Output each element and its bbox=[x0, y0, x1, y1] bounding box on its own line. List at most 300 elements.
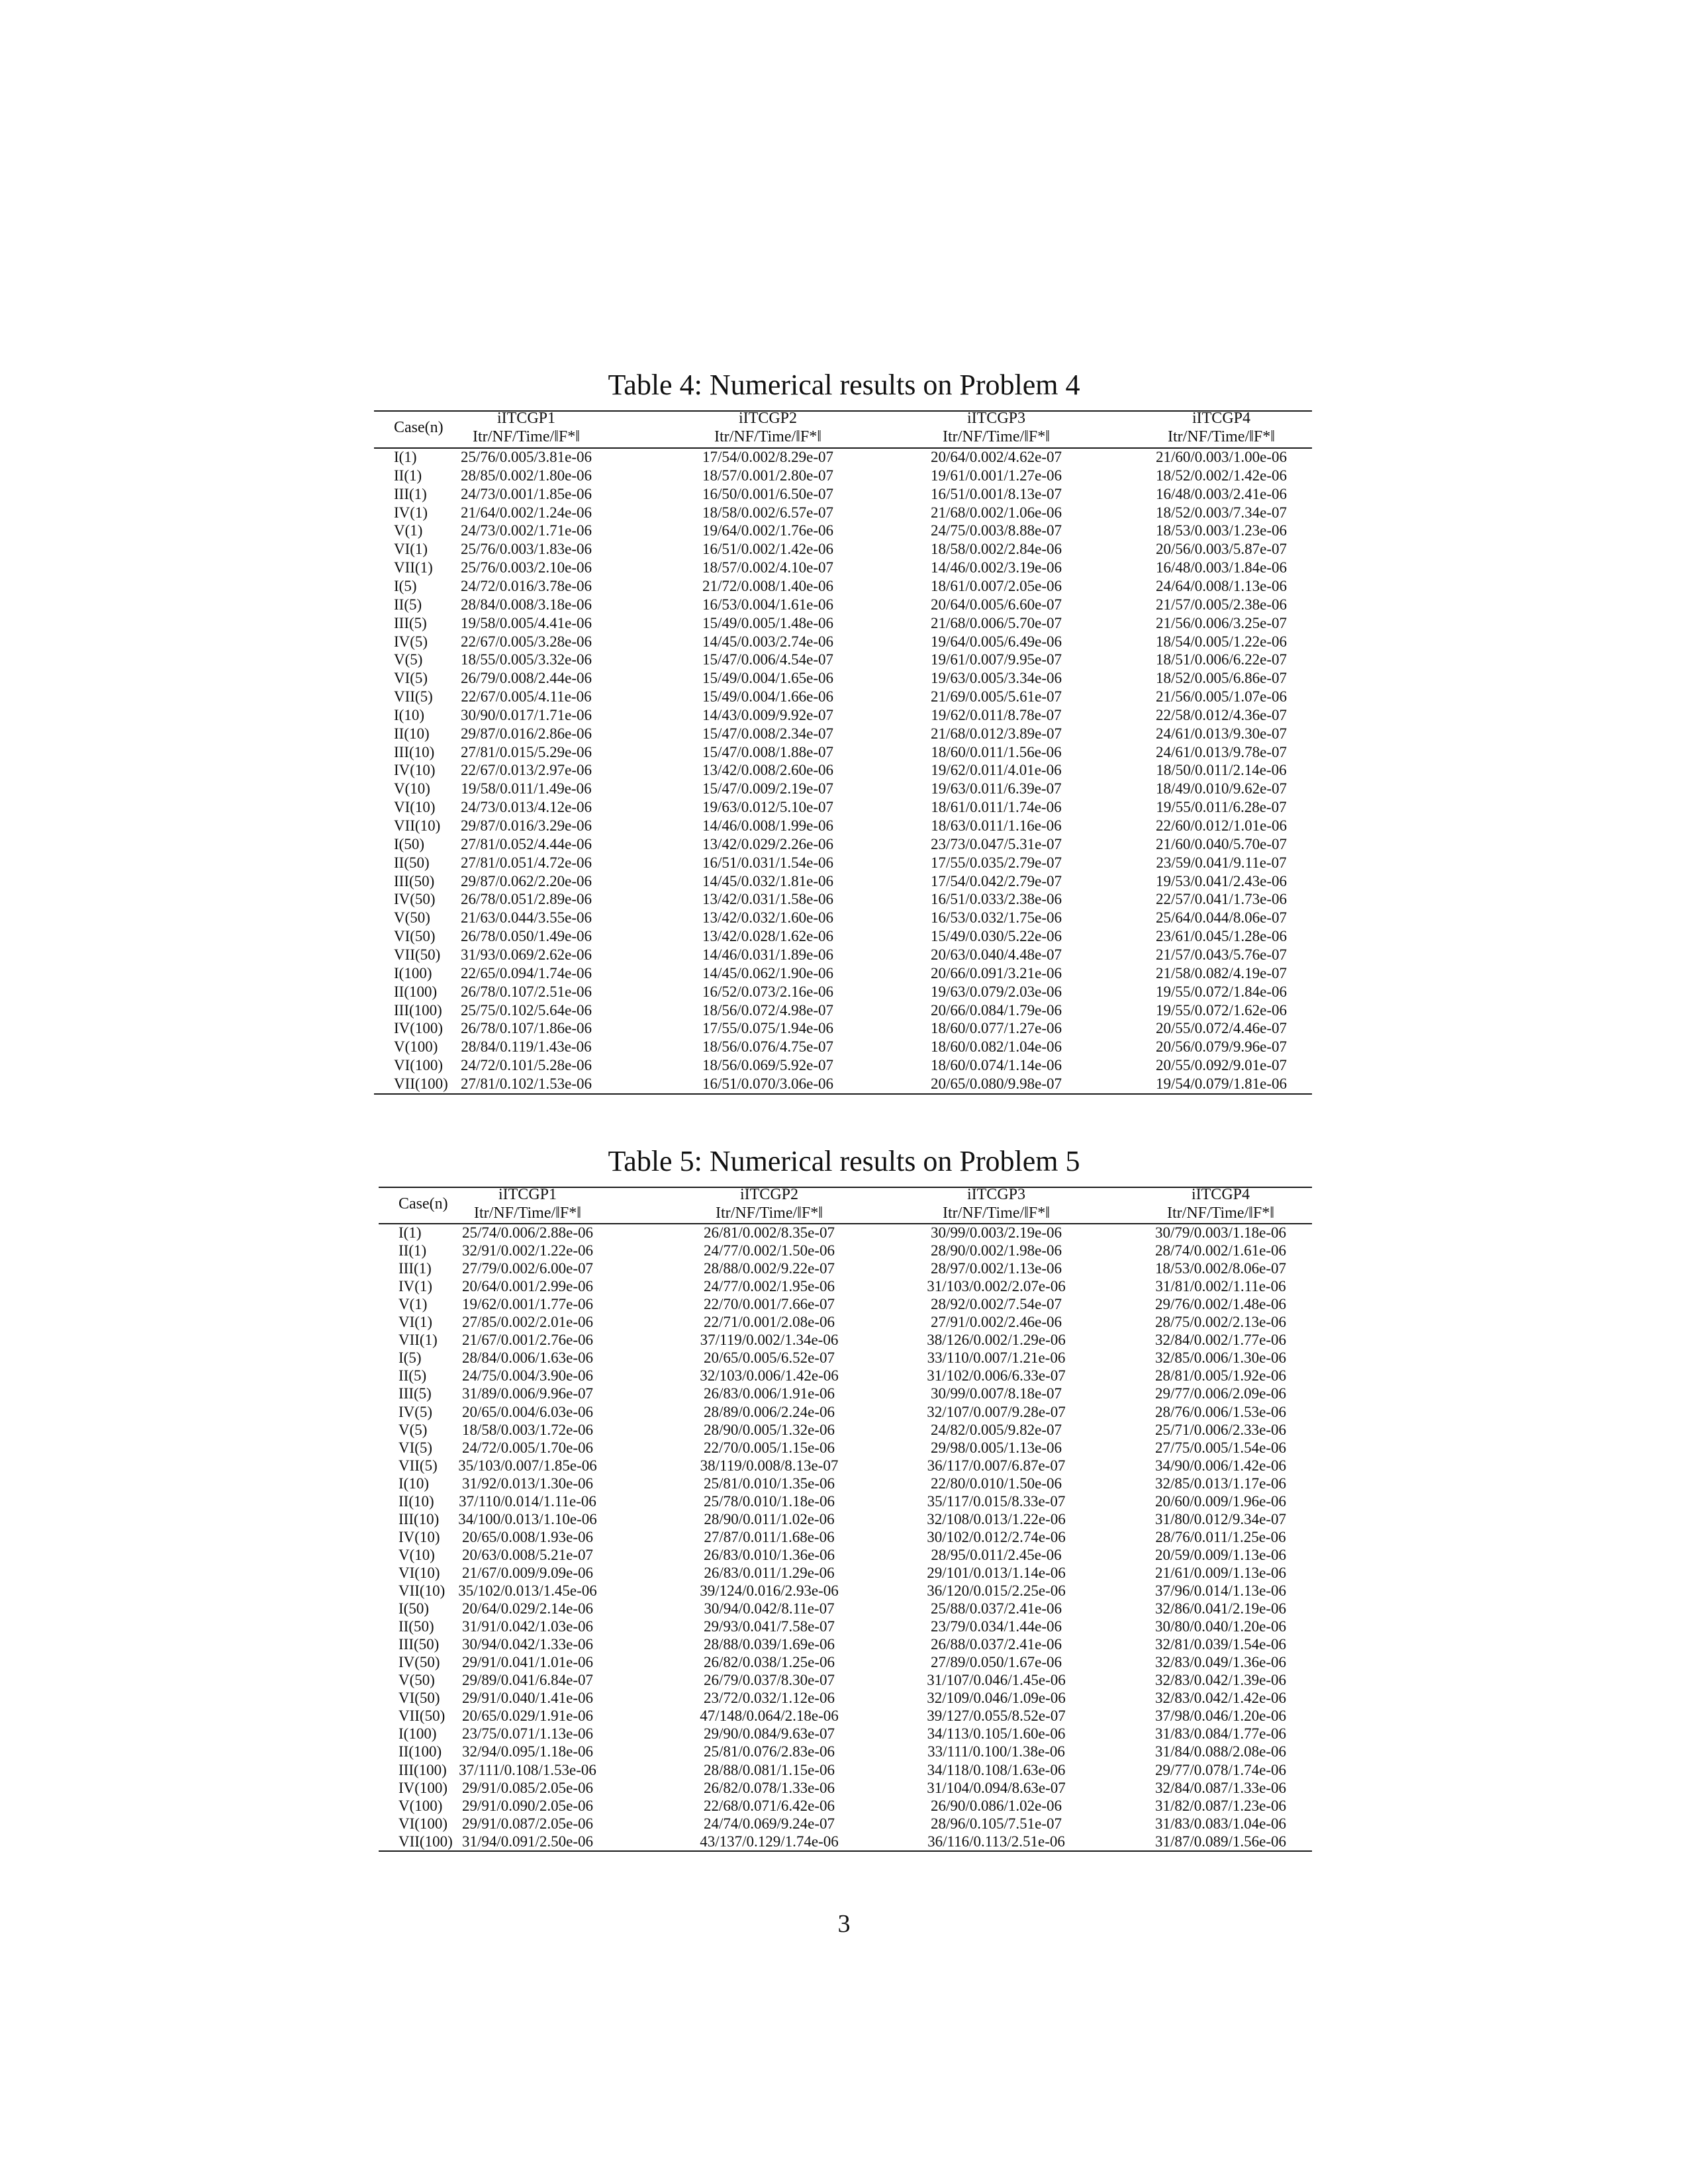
value-cell: 13/42/0.032/1.60e-06 bbox=[702, 909, 834, 927]
value-cell: 28/81/0.005/1.92e-06 bbox=[1154, 1367, 1287, 1385]
value-cell: 22/60/0.012/1.01e-06 bbox=[1155, 817, 1288, 834]
table-row bbox=[379, 1242, 1312, 1259]
value-cell: 18/52/0.005/6.86e-07 bbox=[1155, 670, 1288, 687]
case-cell: III(5) bbox=[394, 614, 427, 631]
case-cell: III(100) bbox=[394, 1001, 442, 1019]
value-cell: 17/55/0.035/2.79e-07 bbox=[930, 854, 1062, 871]
value-cell: 19/64/0.002/1.76e-06 bbox=[702, 522, 834, 539]
value-cell: 16/48/0.003/2.41e-06 bbox=[1155, 485, 1288, 502]
case-cell: V(5) bbox=[394, 651, 423, 668]
value-cell: 33/110/0.007/1.21e-06 bbox=[927, 1349, 1066, 1367]
case-cell: V(50) bbox=[399, 1672, 435, 1689]
value-cell: 20/64/0.005/6.60e-07 bbox=[930, 596, 1062, 613]
case-cell: V(10) bbox=[394, 780, 430, 797]
value-cell: 20/66/0.084/1.79e-06 bbox=[930, 1001, 1062, 1019]
value-cell: 15/49/0.004/1.65e-06 bbox=[702, 670, 834, 687]
value-cell: 29/91/0.040/1.41e-06 bbox=[461, 1690, 594, 1707]
method-header-2 bbox=[670, 1185, 868, 1222]
value-cell: 29/91/0.085/2.05e-06 bbox=[461, 1779, 594, 1796]
table-row bbox=[374, 522, 1312, 540]
value-cell: 19/63/0.011/6.39e-07 bbox=[931, 780, 1062, 797]
table-row bbox=[379, 1457, 1312, 1475]
value-cell: 32/84/0.087/1.33e-06 bbox=[1154, 1779, 1287, 1796]
value-cell: 31/84/0.088/2.08e-06 bbox=[1154, 1743, 1287, 1760]
case-cell: VI(5) bbox=[399, 1439, 433, 1456]
value-cell: 36/117/0.007/6.87e-07 bbox=[927, 1457, 1066, 1474]
value-cell: 27/81/0.015/5.29e-06 bbox=[460, 743, 592, 760]
value-cell: 19/63/0.012/5.10e-07 bbox=[702, 799, 834, 816]
value-cell: 22/71/0.001/2.08e-06 bbox=[703, 1314, 835, 1331]
value-cell: 16/51/0.033/2.38e-06 bbox=[930, 891, 1062, 908]
table-row bbox=[379, 1510, 1312, 1528]
case-cell: VI(1) bbox=[394, 541, 428, 558]
case-cell: IV(100) bbox=[399, 1779, 448, 1796]
value-cell: 15/47/0.008/2.34e-07 bbox=[702, 725, 834, 742]
value-cell: 29/77/0.006/2.09e-06 bbox=[1154, 1385, 1287, 1402]
table-row bbox=[379, 1295, 1312, 1313]
value-cell: 20/66/0.091/3.21e-06 bbox=[930, 964, 1062, 981]
value-cell: 29/90/0.084/9.63e-07 bbox=[703, 1725, 835, 1743]
value-cell: 31/104/0.094/8.63e-07 bbox=[927, 1779, 1066, 1796]
table-row bbox=[374, 854, 1312, 872]
case-cell: III(5) bbox=[399, 1385, 432, 1402]
value-cell: 27/81/0.102/1.53e-06 bbox=[460, 1075, 592, 1092]
value-cell: 28/92/0.002/7.54e-07 bbox=[930, 1296, 1062, 1313]
value-cell: 37/110/0.014/1.11e-06 bbox=[459, 1492, 596, 1510]
table-row bbox=[379, 1761, 1312, 1779]
table-row bbox=[379, 1833, 1312, 1850]
table-row bbox=[374, 1056, 1312, 1075]
table-row bbox=[374, 1038, 1312, 1056]
case-cell: V(100) bbox=[399, 1797, 443, 1814]
value-cell: 47/148/0.064/2.18e-06 bbox=[700, 1707, 839, 1725]
value-cell: 28/88/0.039/1.69e-06 bbox=[703, 1636, 835, 1653]
value-cell: 20/65/0.004/6.03e-06 bbox=[461, 1403, 594, 1420]
method-name: iITCGP1 bbox=[496, 410, 555, 427]
table-row bbox=[379, 1797, 1312, 1815]
table-row bbox=[374, 909, 1312, 927]
case-cell: VII(1) bbox=[394, 559, 433, 576]
value-cell: 25/74/0.006/2.88e-06 bbox=[461, 1224, 594, 1241]
value-cell: 22/80/0.010/1.50e-06 bbox=[930, 1475, 1062, 1492]
metric-header: Itr/NF/Time/‖F*‖ bbox=[474, 1205, 581, 1222]
value-cell: 26/83/0.006/1.91e-06 bbox=[703, 1385, 835, 1402]
value-cell: 21/67/0.001/2.76e-06 bbox=[461, 1332, 594, 1349]
value-cell: 18/60/0.077/1.27e-06 bbox=[930, 1020, 1062, 1037]
value-cell: 25/81/0.076/2.83e-06 bbox=[703, 1743, 835, 1760]
value-cell: 38/119/0.008/8.13e-07 bbox=[700, 1457, 839, 1474]
bottom-rule bbox=[374, 1093, 1312, 1095]
value-cell: 24/61/0.013/9.30e-07 bbox=[1155, 725, 1288, 742]
table-row bbox=[374, 964, 1312, 983]
value-cell: 20/64/0.029/2.14e-06 bbox=[461, 1600, 594, 1617]
value-cell: 26/82/0.078/1.33e-06 bbox=[703, 1779, 835, 1796]
case-cell: VI(1) bbox=[399, 1314, 433, 1331]
value-cell: 32/83/0.042/1.39e-06 bbox=[1154, 1672, 1287, 1689]
case-cell: III(10) bbox=[394, 743, 435, 760]
value-cell: 29/101/0.013/1.14e-06 bbox=[927, 1564, 1066, 1581]
value-cell: 31/83/0.083/1.04e-06 bbox=[1154, 1815, 1287, 1832]
value-cell: 27/81/0.052/4.44e-06 bbox=[460, 835, 592, 852]
case-cell: I(100) bbox=[394, 964, 432, 981]
case-cell: I(1) bbox=[394, 449, 417, 465]
value-cell: 24/77/0.002/1.95e-06 bbox=[703, 1278, 835, 1295]
method-header-4 bbox=[1121, 1185, 1320, 1222]
value-cell: 15/47/0.009/2.19e-07 bbox=[702, 780, 834, 797]
value-cell: 17/54/0.002/8.29e-07 bbox=[702, 449, 834, 465]
case-cell: IV(5) bbox=[399, 1403, 433, 1420]
value-cell: 30/90/0.017/1.71e-06 bbox=[460, 706, 592, 723]
case-cell: VII(100) bbox=[394, 1075, 448, 1092]
value-cell: 21/60/0.040/5.70e-07 bbox=[1155, 835, 1288, 852]
value-cell: 32/83/0.042/1.42e-06 bbox=[1154, 1690, 1287, 1707]
value-cell: 18/53/0.003/1.23e-06 bbox=[1155, 522, 1288, 539]
value-cell: 26/79/0.008/2.44e-06 bbox=[460, 670, 592, 687]
table-row bbox=[374, 1019, 1312, 1038]
value-cell: 26/79/0.037/8.30e-07 bbox=[703, 1672, 835, 1689]
case-cell: I(10) bbox=[394, 706, 424, 723]
table-row bbox=[379, 1815, 1312, 1833]
value-cell: 19/62/0.001/1.77e-06 bbox=[461, 1296, 594, 1313]
value-cell: 34/113/0.105/1.60e-06 bbox=[927, 1725, 1066, 1743]
case-header: Case(n) bbox=[394, 419, 444, 436]
value-cell: 25/81/0.010/1.35e-06 bbox=[703, 1475, 835, 1492]
value-cell: 18/56/0.076/4.75e-07 bbox=[702, 1038, 834, 1056]
value-cell: 31/92/0.013/1.30e-06 bbox=[461, 1475, 594, 1492]
value-cell: 27/87/0.011/1.68e-06 bbox=[704, 1528, 835, 1545]
table-row bbox=[374, 577, 1312, 596]
value-cell: 32/83/0.049/1.36e-06 bbox=[1154, 1654, 1287, 1671]
value-cell: 18/52/0.003/7.34e-07 bbox=[1155, 504, 1288, 521]
table-row bbox=[379, 1653, 1312, 1671]
value-cell: 15/49/0.005/1.48e-06 bbox=[702, 614, 834, 631]
table-row bbox=[379, 1671, 1312, 1689]
value-cell: 28/84/0.006/1.63e-06 bbox=[461, 1349, 594, 1367]
table-row bbox=[379, 1743, 1312, 1760]
case-cell: III(10) bbox=[399, 1510, 440, 1527]
table-row bbox=[379, 1582, 1312, 1600]
value-cell: 29/91/0.087/2.05e-06 bbox=[461, 1815, 594, 1832]
value-cell: 29/93/0.041/7.58e-07 bbox=[703, 1618, 835, 1635]
table-row bbox=[379, 1707, 1312, 1725]
value-cell: 22/58/0.012/4.36e-07 bbox=[1155, 706, 1288, 723]
value-cell: 18/56/0.072/4.98e-07 bbox=[702, 1001, 834, 1019]
table-row bbox=[374, 467, 1312, 485]
value-cell: 28/75/0.002/2.13e-06 bbox=[1154, 1314, 1287, 1331]
value-cell: 18/60/0.074/1.14e-06 bbox=[930, 1057, 1062, 1074]
value-cell: 21/58/0.082/4.19e-07 bbox=[1155, 964, 1288, 981]
value-cell: 24/75/0.004/3.90e-06 bbox=[461, 1367, 594, 1385]
value-cell: 29/89/0.041/6.84e-07 bbox=[461, 1672, 594, 1689]
table-row bbox=[379, 1528, 1312, 1546]
value-cell: 17/55/0.075/1.94e-06 bbox=[702, 1020, 834, 1037]
value-cell: 13/42/0.008/2.60e-06 bbox=[702, 762, 834, 779]
value-cell: 28/88/0.081/1.15e-06 bbox=[703, 1761, 835, 1778]
case-cell: IV(5) bbox=[394, 633, 428, 650]
metric-header: Itr/NF/Time/‖F*‖ bbox=[943, 1205, 1050, 1222]
case-cell: V(10) bbox=[399, 1546, 435, 1563]
value-cell: 19/61/0.001/1.27e-06 bbox=[930, 467, 1062, 484]
case-cell: III(1) bbox=[394, 485, 427, 502]
value-cell: 14/46/0.031/1.89e-06 bbox=[702, 946, 834, 963]
value-cell: 16/51/0.001/8.13e-07 bbox=[930, 485, 1062, 502]
value-cell: 20/65/0.029/1.91e-06 bbox=[461, 1707, 594, 1725]
value-cell: 24/77/0.002/1.50e-06 bbox=[703, 1242, 835, 1259]
table-row bbox=[374, 1001, 1312, 1020]
value-cell: 35/117/0.015/8.33e-07 bbox=[927, 1492, 1066, 1510]
value-cell: 27/89/0.050/1.67e-06 bbox=[930, 1654, 1062, 1671]
value-cell: 23/72/0.032/1.12e-06 bbox=[703, 1690, 835, 1707]
value-cell: 24/74/0.069/9.24e-07 bbox=[703, 1815, 835, 1832]
value-cell: 20/63/0.008/5.21e-07 bbox=[461, 1546, 594, 1563]
value-cell: 24/82/0.005/9.82e-07 bbox=[930, 1421, 1062, 1438]
value-cell: 15/49/0.030/5.22e-06 bbox=[930, 928, 1062, 945]
case-cell: II(100) bbox=[399, 1743, 442, 1760]
value-cell: 27/75/0.005/1.54e-06 bbox=[1154, 1439, 1287, 1456]
value-cell: 31/81/0.002/1.11e-06 bbox=[1155, 1278, 1286, 1295]
case-cell: IV(100) bbox=[394, 1020, 444, 1037]
case-cell: II(10) bbox=[394, 725, 430, 742]
method-name: iITCGP4 bbox=[1192, 410, 1250, 427]
table-4 bbox=[374, 410, 1312, 1095]
value-cell: 16/53/0.004/1.61e-06 bbox=[702, 596, 834, 613]
value-cell: 22/65/0.094/1.74e-06 bbox=[460, 964, 592, 981]
value-cell: 31/107/0.046/1.45e-06 bbox=[927, 1672, 1066, 1689]
value-cell: 18/60/0.011/1.56e-06 bbox=[931, 743, 1062, 760]
value-cell: 30/102/0.012/2.74e-06 bbox=[927, 1528, 1066, 1545]
value-cell: 14/45/0.003/2.74e-06 bbox=[702, 633, 834, 650]
value-cell: 21/64/0.002/1.24e-06 bbox=[460, 504, 592, 521]
table-row bbox=[374, 651, 1312, 669]
value-cell: 37/111/0.108/1.53e-06 bbox=[459, 1761, 596, 1778]
value-cell: 31/102/0.006/6.33e-07 bbox=[927, 1367, 1066, 1385]
method-header-3 bbox=[897, 409, 1096, 446]
value-cell: 28/96/0.105/7.51e-07 bbox=[930, 1815, 1062, 1832]
table-row bbox=[379, 1385, 1312, 1402]
value-cell: 33/111/0.100/1.38e-06 bbox=[927, 1743, 1065, 1760]
value-cell: 29/87/0.016/3.29e-06 bbox=[460, 817, 592, 834]
method-header-1 bbox=[427, 409, 626, 446]
value-cell: 34/100/0.013/1.10e-06 bbox=[458, 1510, 597, 1527]
table-row bbox=[374, 835, 1312, 854]
value-cell: 30/80/0.040/1.20e-06 bbox=[1154, 1618, 1287, 1635]
case-cell: I(50) bbox=[394, 835, 424, 852]
table-row bbox=[379, 1224, 1312, 1242]
value-cell: 14/46/0.008/1.99e-06 bbox=[702, 817, 834, 834]
value-cell: 22/68/0.071/6.42e-06 bbox=[703, 1797, 835, 1814]
value-cell: 28/90/0.011/1.02e-06 bbox=[704, 1510, 835, 1527]
value-cell: 26/83/0.011/1.29e-06 bbox=[704, 1564, 835, 1581]
value-cell: 16/52/0.073/2.16e-06 bbox=[702, 983, 834, 1000]
value-cell: 26/78/0.107/2.51e-06 bbox=[460, 983, 592, 1000]
method-name: iITCGP4 bbox=[1191, 1186, 1250, 1203]
case-cell: IV(1) bbox=[399, 1278, 433, 1295]
value-cell: 28/89/0.006/2.24e-06 bbox=[703, 1403, 835, 1420]
value-cell: 18/60/0.082/1.04e-06 bbox=[930, 1038, 1062, 1056]
case-cell: IV(50) bbox=[399, 1654, 440, 1671]
value-cell: 21/56/0.005/1.07e-06 bbox=[1155, 688, 1288, 705]
method-name: iITCGP2 bbox=[738, 410, 797, 427]
table-row bbox=[379, 1259, 1312, 1277]
value-cell: 18/57/0.001/2.80e-07 bbox=[702, 467, 834, 484]
value-cell: 24/73/0.001/1.85e-06 bbox=[460, 485, 592, 502]
case-cell: II(1) bbox=[394, 467, 422, 484]
value-cell: 15/49/0.004/1.66e-06 bbox=[702, 688, 834, 705]
value-cell: 36/116/0.113/2.51e-06 bbox=[927, 1833, 1065, 1850]
value-cell: 20/64/0.002/4.62e-07 bbox=[930, 449, 1062, 465]
value-cell: 24/75/0.003/8.88e-07 bbox=[930, 522, 1062, 539]
value-cell: 31/82/0.087/1.23e-06 bbox=[1154, 1797, 1287, 1814]
page-number: 3 bbox=[837, 1910, 851, 1938]
value-cell: 20/65/0.005/6.52e-07 bbox=[703, 1349, 835, 1367]
value-cell: 39/124/0.016/2.93e-06 bbox=[700, 1582, 839, 1599]
table-4-caption: Table 4: Numerical results on Problem 4 bbox=[608, 369, 1080, 401]
value-cell: 32/86/0.041/2.19e-06 bbox=[1154, 1600, 1287, 1617]
metric-header: Itr/NF/Time/‖F*‖ bbox=[714, 428, 821, 445]
value-cell: 39/127/0.055/8.52e-07 bbox=[927, 1707, 1066, 1725]
value-cell: 27/91/0.002/2.46e-06 bbox=[930, 1314, 1062, 1331]
value-cell: 27/79/0.002/6.00e-07 bbox=[461, 1260, 594, 1277]
case-cell: VI(10) bbox=[399, 1564, 440, 1581]
value-cell: 25/76/0.003/2.10e-06 bbox=[460, 559, 592, 576]
value-cell: 14/45/0.032/1.81e-06 bbox=[702, 872, 834, 889]
case-cell: VII(10) bbox=[399, 1582, 445, 1599]
case-cell: VII(1) bbox=[399, 1332, 438, 1349]
table-row bbox=[379, 1277, 1312, 1295]
case-cell: V(5) bbox=[399, 1421, 428, 1438]
value-cell: 29/87/0.062/2.20e-06 bbox=[460, 872, 592, 889]
value-cell: 21/68/0.002/1.06e-06 bbox=[930, 504, 1062, 521]
table-row bbox=[374, 798, 1312, 817]
table-row bbox=[379, 1403, 1312, 1421]
value-cell: 19/64/0.005/6.49e-06 bbox=[930, 633, 1062, 650]
value-cell: 19/54/0.079/1.81e-06 bbox=[1155, 1075, 1288, 1092]
value-cell: 28/88/0.002/9.22e-07 bbox=[703, 1260, 835, 1277]
value-cell: 30/94/0.042/8.11e-07 bbox=[704, 1600, 835, 1617]
value-cell: 28/84/0.119/1.43e-06 bbox=[461, 1038, 592, 1056]
case-cell: V(1) bbox=[394, 522, 423, 539]
value-cell: 26/88/0.037/2.41e-06 bbox=[930, 1636, 1062, 1653]
value-cell: 27/85/0.002/2.01e-06 bbox=[461, 1314, 594, 1331]
value-cell: 28/76/0.011/1.25e-06 bbox=[1155, 1528, 1286, 1545]
table-row bbox=[374, 890, 1312, 909]
value-cell: 13/42/0.031/1.58e-06 bbox=[702, 891, 834, 908]
metric-header: Itr/NF/Time/‖F*‖ bbox=[1167, 1205, 1274, 1222]
value-cell: 16/51/0.070/3.06e-06 bbox=[702, 1075, 834, 1092]
value-cell: 30/94/0.042/1.33e-06 bbox=[461, 1636, 594, 1653]
value-cell: 31/87/0.089/1.56e-06 bbox=[1154, 1833, 1287, 1850]
value-cell: 24/72/0.101/5.28e-06 bbox=[460, 1057, 592, 1074]
value-cell: 24/64/0.008/1.13e-06 bbox=[1155, 577, 1288, 594]
case-cell: II(50) bbox=[394, 854, 430, 871]
case-cell: VI(5) bbox=[394, 670, 428, 687]
value-cell: 19/62/0.011/8.78e-07 bbox=[931, 706, 1062, 723]
value-cell: 31/94/0.091/2.50e-06 bbox=[461, 1833, 594, 1850]
value-cell: 20/63/0.040/4.48e-07 bbox=[930, 946, 1062, 963]
value-cell: 19/62/0.011/4.01e-06 bbox=[931, 762, 1062, 779]
value-cell: 23/59/0.041/9.11e-07 bbox=[1156, 854, 1287, 871]
value-cell: 32/107/0.007/9.28e-07 bbox=[927, 1403, 1066, 1420]
table-row bbox=[379, 1475, 1312, 1492]
value-cell: 28/74/0.002/1.61e-06 bbox=[1154, 1242, 1287, 1259]
table-row bbox=[374, 540, 1312, 559]
case-cell: III(50) bbox=[394, 872, 435, 889]
value-cell: 30/99/0.007/8.18e-07 bbox=[930, 1385, 1062, 1402]
table-row bbox=[379, 1725, 1312, 1743]
value-cell: 24/61/0.013/9.78e-07 bbox=[1155, 743, 1288, 760]
value-cell: 14/46/0.002/3.19e-06 bbox=[930, 559, 1062, 576]
case-cell: VII(5) bbox=[394, 688, 433, 705]
table-row bbox=[379, 1439, 1312, 1457]
value-cell: 32/84/0.002/1.77e-06 bbox=[1154, 1332, 1287, 1349]
value-cell: 19/58/0.011/1.49e-06 bbox=[461, 780, 592, 797]
value-cell: 16/51/0.002/1.42e-06 bbox=[702, 541, 834, 558]
value-cell: 31/89/0.006/9.96e-07 bbox=[461, 1385, 594, 1402]
value-cell: 22/57/0.041/1.73e-06 bbox=[1155, 891, 1288, 908]
value-cell: 28/76/0.006/1.53e-06 bbox=[1154, 1403, 1287, 1420]
value-cell: 18/61/0.011/1.74e-06 bbox=[931, 799, 1062, 816]
table-row bbox=[374, 927, 1312, 946]
value-cell: 21/68/0.012/3.89e-07 bbox=[930, 725, 1062, 742]
case-cell: I(5) bbox=[399, 1349, 422, 1367]
value-cell: 13/42/0.028/1.62e-06 bbox=[702, 928, 834, 945]
value-cell: 14/45/0.062/1.90e-06 bbox=[702, 964, 834, 981]
case-cell: II(50) bbox=[399, 1618, 434, 1635]
table-row bbox=[379, 1779, 1312, 1797]
value-cell: 19/61/0.007/9.95e-07 bbox=[930, 651, 1062, 668]
value-cell: 22/70/0.005/1.15e-06 bbox=[703, 1439, 835, 1456]
value-cell: 18/50/0.011/2.14e-06 bbox=[1156, 762, 1287, 779]
value-cell: 21/60/0.003/1.00e-06 bbox=[1155, 449, 1288, 465]
table-row bbox=[379, 1421, 1312, 1439]
case-cell: II(5) bbox=[394, 596, 422, 613]
value-cell: 18/58/0.002/2.84e-06 bbox=[930, 541, 1062, 558]
value-cell: 31/91/0.042/1.03e-06 bbox=[461, 1618, 594, 1635]
value-cell: 18/63/0.011/1.16e-06 bbox=[931, 817, 1062, 834]
value-cell: 26/78/0.051/2.89e-06 bbox=[460, 891, 592, 908]
value-cell: 20/55/0.072/4.46e-07 bbox=[1155, 1020, 1288, 1037]
value-cell: 32/103/0.006/1.42e-06 bbox=[700, 1367, 839, 1385]
value-cell: 16/50/0.001/6.50e-07 bbox=[702, 485, 834, 502]
table-row bbox=[379, 1617, 1312, 1635]
value-cell: 30/99/0.003/2.19e-06 bbox=[930, 1224, 1062, 1241]
case-cell: VII(50) bbox=[394, 946, 441, 963]
value-cell: 22/67/0.005/4.11e-06 bbox=[461, 688, 592, 705]
value-cell: 32/94/0.095/1.18e-06 bbox=[461, 1743, 594, 1760]
value-cell: 30/79/0.003/1.18e-06 bbox=[1154, 1224, 1287, 1241]
value-cell: 38/126/0.002/1.29e-06 bbox=[927, 1332, 1066, 1349]
value-cell: 28/85/0.002/1.80e-06 bbox=[460, 467, 592, 484]
case-cell: VI(50) bbox=[394, 928, 436, 945]
value-cell: 21/72/0.008/1.40e-06 bbox=[702, 577, 834, 594]
value-cell: 29/91/0.041/1.01e-06 bbox=[461, 1654, 594, 1671]
case-cell: VI(100) bbox=[399, 1815, 448, 1832]
value-cell: 26/81/0.002/8.35e-07 bbox=[703, 1224, 835, 1241]
table-row bbox=[374, 504, 1312, 522]
value-cell: 21/57/0.043/5.76e-07 bbox=[1155, 946, 1288, 963]
table-row bbox=[374, 614, 1312, 633]
value-cell: 26/78/0.050/1.49e-06 bbox=[460, 928, 592, 945]
table-row bbox=[374, 669, 1312, 688]
case-cell: I(1) bbox=[399, 1224, 422, 1241]
value-cell: 13/42/0.029/2.26e-06 bbox=[702, 835, 834, 852]
value-cell: 23/75/0.071/1.13e-06 bbox=[461, 1725, 594, 1743]
value-cell: 18/61/0.007/2.05e-06 bbox=[930, 577, 1062, 594]
value-cell: 32/91/0.002/1.22e-06 bbox=[461, 1242, 594, 1259]
value-cell: 19/55/0.072/1.62e-06 bbox=[1155, 1001, 1288, 1019]
value-cell: 24/72/0.016/3.78e-06 bbox=[460, 577, 592, 594]
value-cell: 20/59/0.009/1.13e-06 bbox=[1154, 1546, 1287, 1563]
